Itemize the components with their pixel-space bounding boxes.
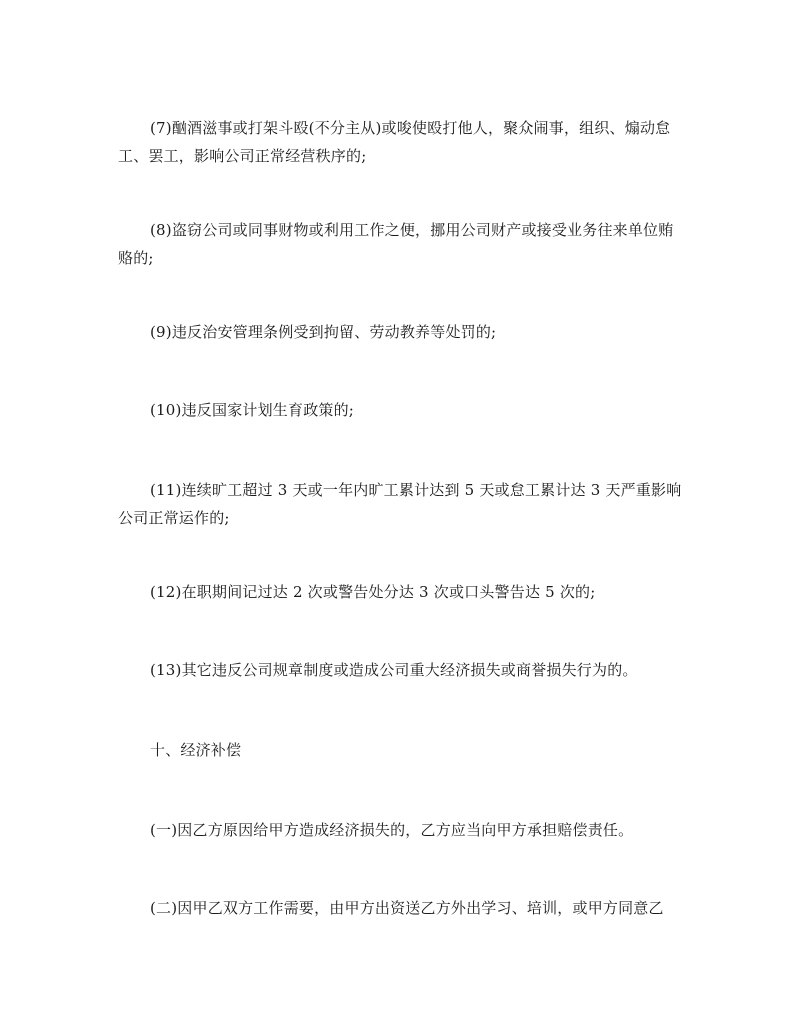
paragraph-item-9: (9)违反治安管理条例受到拘留、劳动教养等处罚的;	[150, 323, 497, 341]
paragraph-item-8: (8)盗窃公司或同事财物或利用工作之便，挪用公司财产或接受业务往来单位贿赂的;	[118, 221, 674, 267]
paragraph-item-13: (13)其它违反公司规章制度或造成公司重大经济损失或商誉损失行为的。	[150, 661, 638, 679]
section-heading-economic-compensation: 十、经济补偿	[150, 741, 242, 759]
paragraph-compensation-2: (二)因甲乙双方工作需要，由甲方出资送乙方外出学习、培训，或甲方同意乙	[150, 899, 664, 917]
paragraph-item-10: (10)违反国家计划生育政策的;	[150, 401, 355, 419]
paragraph-item-7: (7)酗酒滋事或打架斗殴(不分主从)或唆使殴打他人，聚众闹事，组织、煽动怠工、罢工，影响公司正常经营秩序的;	[118, 119, 671, 165]
paragraph-item-11: (11)连续旷工超过 3 天或一年内旷工累计达到 5 天或怠工累计达 3 天严重影响公司正常运作的;	[118, 481, 682, 527]
paragraph-item-12: (12)在职期间记过达 2 次或警告处分达 3 次或口头警告达 5 次的;	[150, 583, 596, 601]
paragraph-compensation-1: (一)因乙方原因给甲方造成经济损失的，乙方应当向甲方承担赔偿责任。	[150, 821, 634, 839]
